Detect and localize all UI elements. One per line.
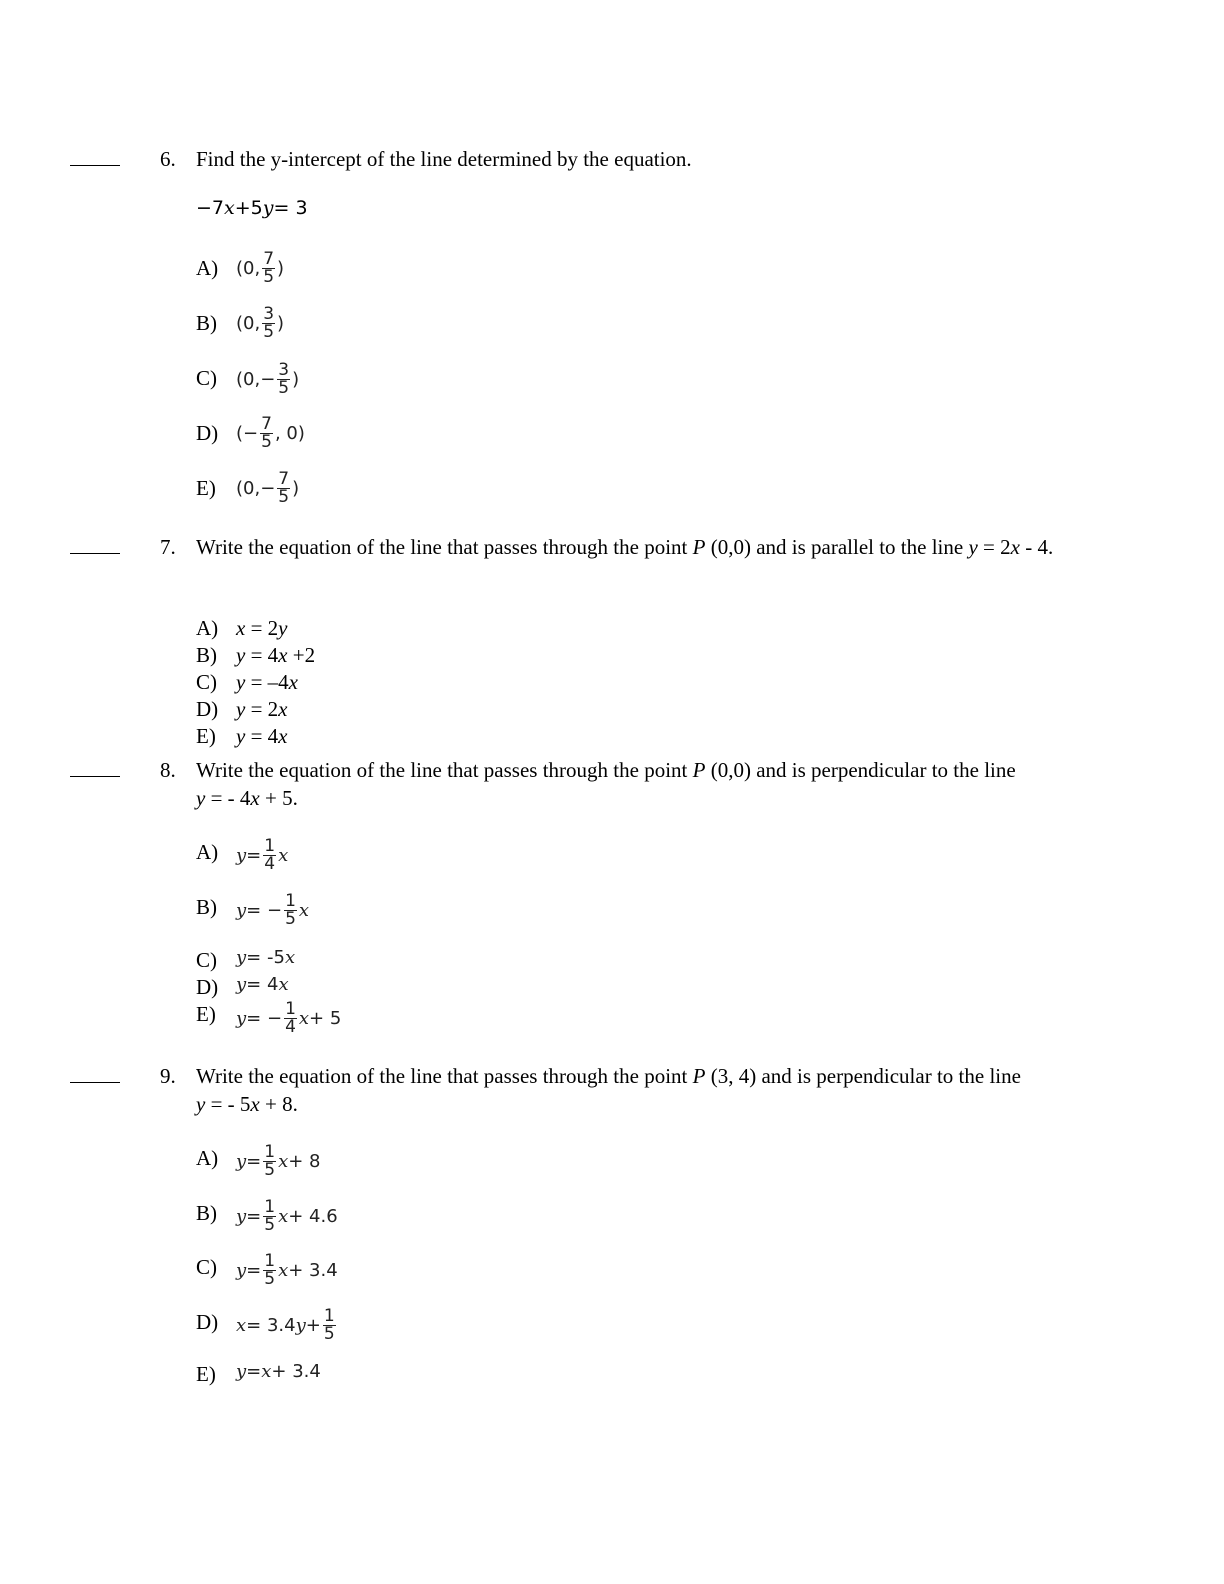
question-text: Write the equation of the line that passes through the point P (0,0) and is perpendicular to the line y = - 4x + 5. <box>196 758 1016 810</box>
option-c-value: y = -5 x <box>236 947 296 968</box>
option-e[interactable]: E) y = 4x <box>196 724 288 748</box>
option-a[interactable]: A) <box>196 1146 219 1170</box>
answer-blank-6[interactable] <box>70 145 120 166</box>
option-c[interactable]: C) y = –4x <box>196 670 298 694</box>
option-c[interactable]: C) <box>196 948 217 972</box>
option-c[interactable]: C) <box>196 1255 217 1279</box>
option-d-value: x = 3.4 y + $\frac{1}{5}$ <box>236 1306 335 1344</box>
option-b-value: y = $\frac{1}{5}$ x + 4.6 <box>236 1197 338 1235</box>
option-d-value: ( − $\frac{7}{5}$ , 0) <box>236 414 305 452</box>
question-text: Write the equation of the line that passes through the point P (3, 4) and is perpendicular to the line y = - 5x + 8. <box>196 1064 1021 1116</box>
option-b-value: (0, $\frac{3}{5}$ ) <box>236 304 285 342</box>
question-number: 7. <box>160 535 176 559</box>
option-c-value: (0, − $\frac{3}{5}$ ) <box>236 360 300 398</box>
option-d[interactable]: D) <box>196 421 219 445</box>
answer-blank-7[interactable] <box>70 533 120 554</box>
option-a[interactable]: A) x = 2y <box>196 616 288 640</box>
question-text: Find the y-intercept of the line determined by the equation. <box>196 147 692 171</box>
option-b[interactable]: B) <box>196 1201 217 1225</box>
option-d[interactable]: D) <box>196 1310 219 1334</box>
option-a[interactable]: A) <box>196 256 219 280</box>
option-e-value: y = − $\frac{1}{4}$ x + 5 <box>236 999 342 1037</box>
option-c-value: y = $\frac{1}{5}$ x + 3.4 <box>236 1251 338 1289</box>
question-text: Write the equation of the line that passes through the point P (0,0) and is parallel to the line y = 2x - 4. <box>196 535 1054 559</box>
option-a[interactable]: A) <box>196 840 219 864</box>
answer-blank-9[interactable] <box>70 1062 120 1083</box>
option-e[interactable]: E) <box>196 1362 216 1386</box>
option-a-value: (0, $\frac{7}{5}$ ) <box>236 249 285 287</box>
option-e[interactable]: E) <box>196 1002 216 1026</box>
question-number: 6. <box>160 147 176 171</box>
option-b[interactable]: B) <box>196 895 217 919</box>
option-b[interactable]: B) y = 4x +2 <box>196 643 316 667</box>
option-d[interactable]: D) <box>196 975 219 999</box>
option-e[interactable]: E) <box>196 476 216 500</box>
option-b[interactable]: B) <box>196 311 217 335</box>
option-c[interactable]: C) <box>196 366 217 390</box>
option-d-value: y = 4 x <box>236 974 289 995</box>
question-number: 9. <box>160 1064 176 1088</box>
question-number: 8. <box>160 758 176 782</box>
option-d[interactable]: D) y = 2x <box>196 697 288 721</box>
option-a-value: y = $\frac{1}{5}$ x + 8 <box>236 1142 321 1180</box>
option-a-value: y = $\frac{1}{4}$ x <box>236 836 289 874</box>
answer-blank-8[interactable] <box>70 756 120 777</box>
option-e-value: y = x + 3.4 <box>236 1361 321 1382</box>
option-b-value: y = − $\frac{1}{5}$ x <box>236 891 310 929</box>
option-e-value: (0, − $\frac{7}{5}$ ) <box>236 469 300 507</box>
given-equation: −7x+5y= 3 <box>196 197 308 219</box>
